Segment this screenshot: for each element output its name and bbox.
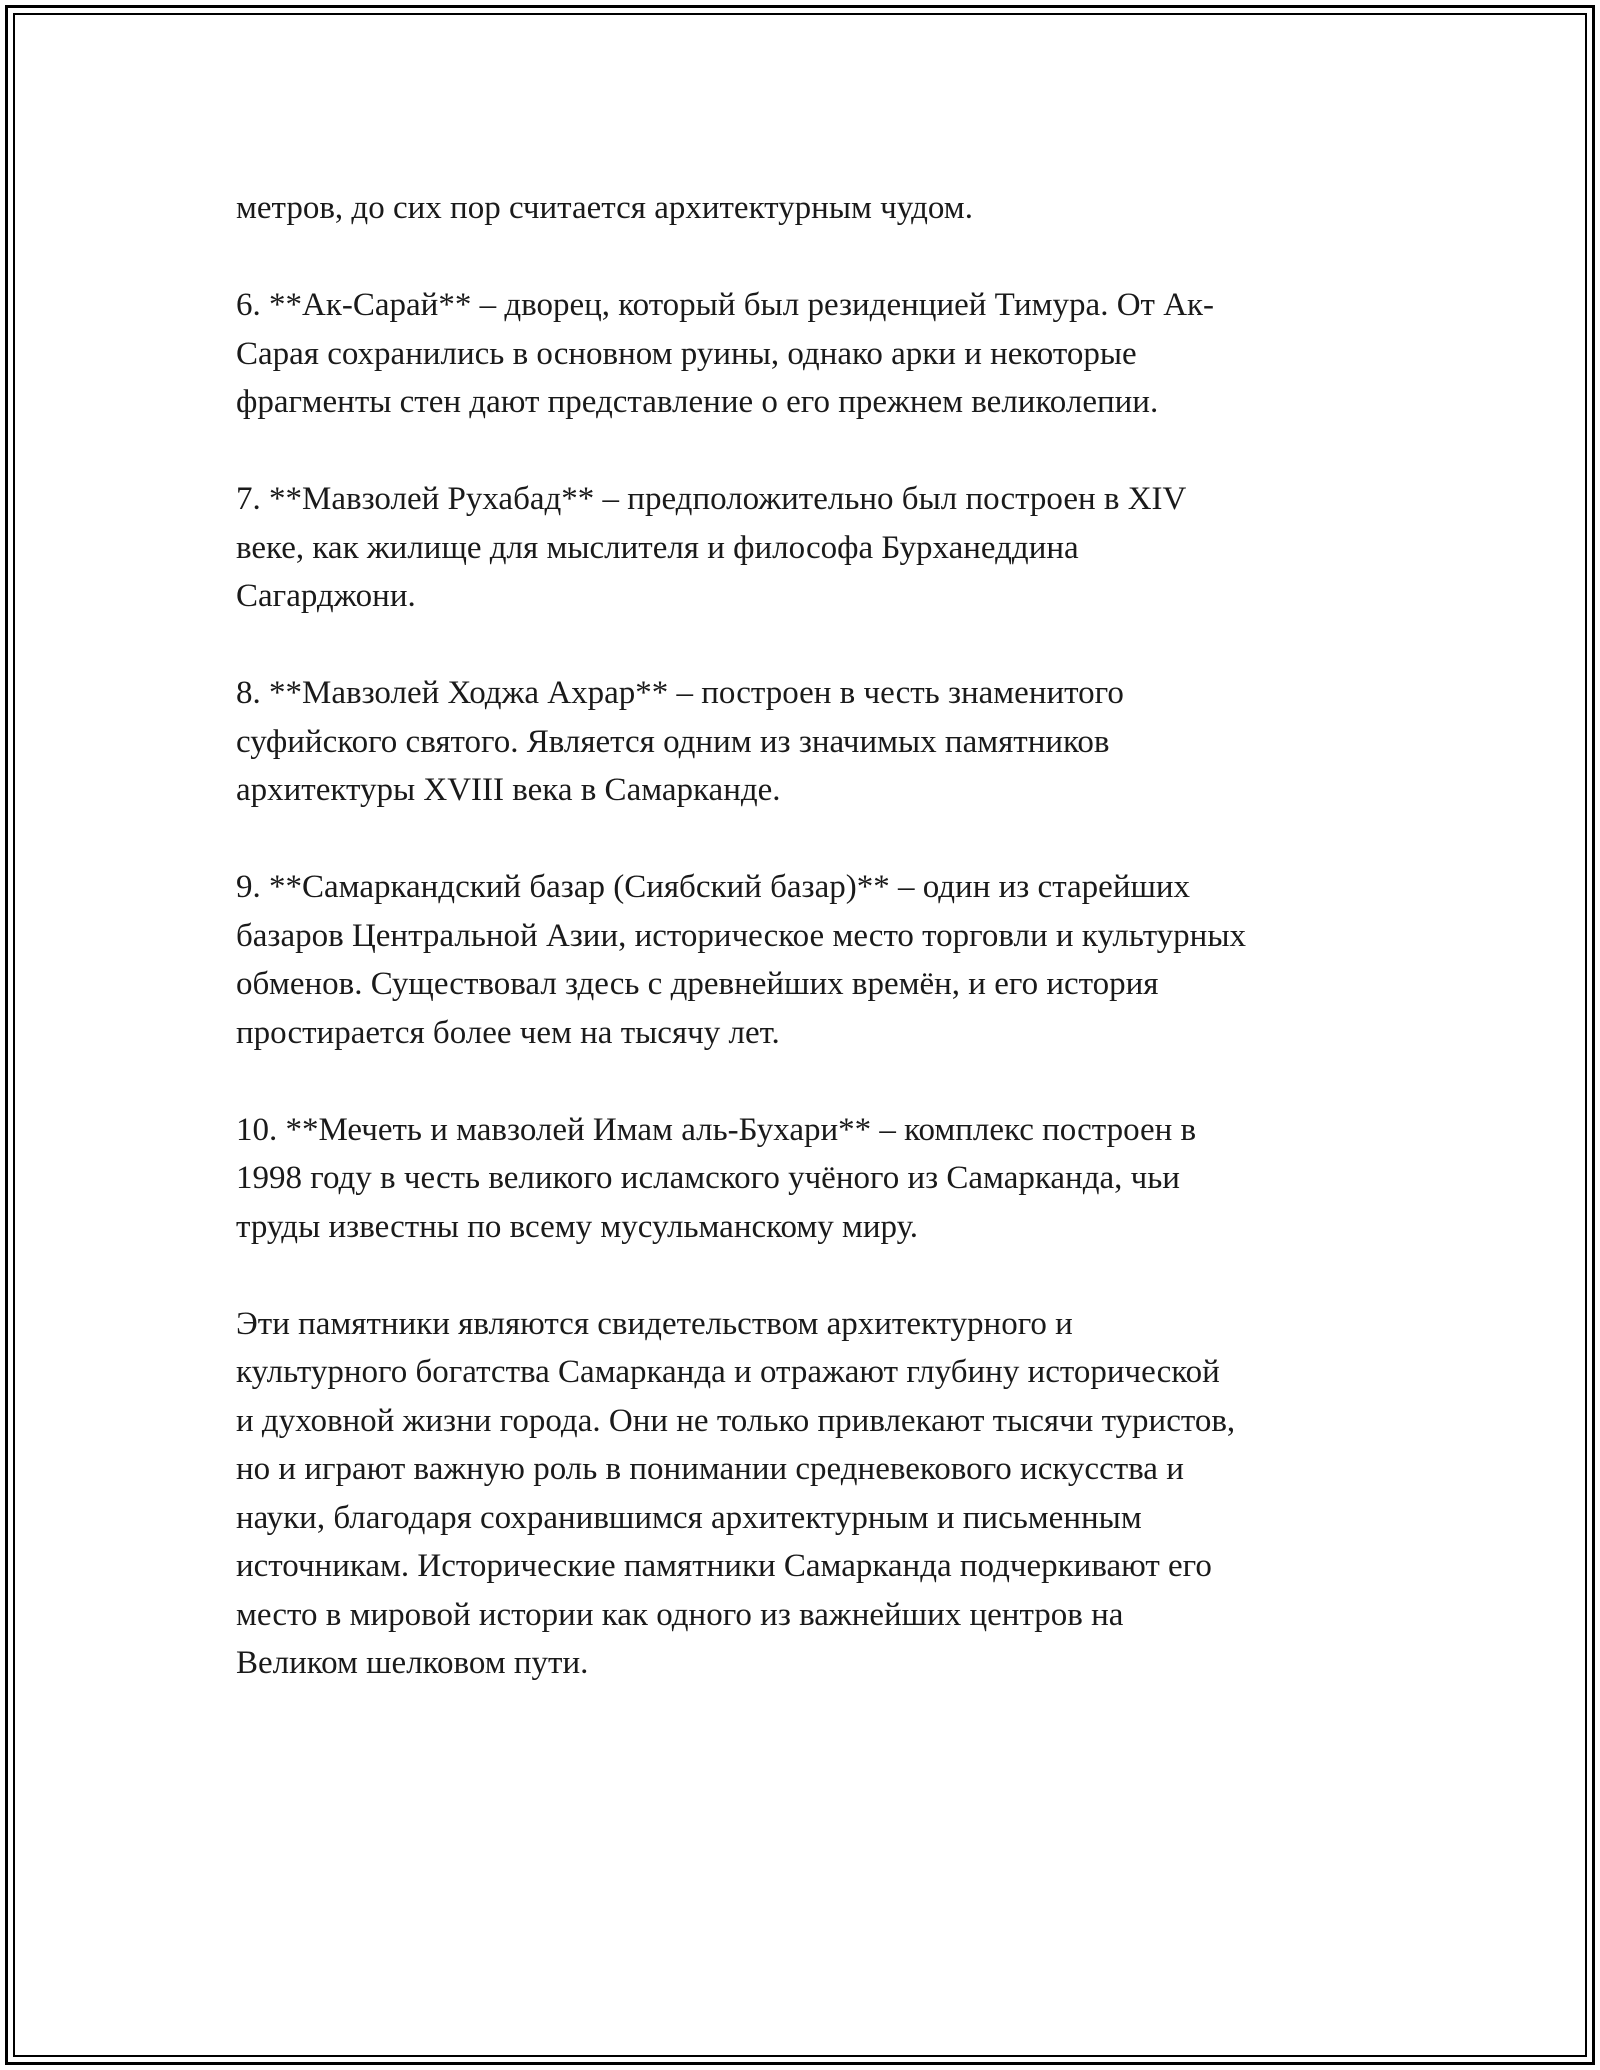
list-item-ak-saray: 6. **Ак-Сарай** – дворец, который был резиденцией Тимура. От Ак- Сарая сохранились в основном руины, однако арки и некоторые фрагменты стен дают представление о его прежнем великолепии. (236, 287, 1215, 420)
document-body (236, 184, 1376, 1736)
list-item-khoja-akhrar: 8. **Мавзолей Ходжа Ахрар** – построен в честь знаменитого суфийского святого. Является одним из значимых памятников архитектуры XVIII века в Самарканде. (236, 675, 1124, 808)
list-item-samarkand-bazaar: 9. **Самаркандский базар (Сиябский базар)** – один из старейших базаров Центральной Азии, историческое место торговли и культурных обменов. Существовал здесь с древнейших времён, и его история простирается более чем на тысячу лет. (236, 869, 1247, 1051)
list-item-rukhabad: 7. **Мавзолей Рухабад** – предположительно был построен в XIV веке, как жилище для мыслителя и философа Бурханеддина Сагарджони. (236, 481, 1187, 614)
list-item-imam-al-bukhari: 10. **Мечеть и мавзолей Имам аль-Бухари** – комплекс построен в 1998 году в честь великого исламского учёного из Самарканда, чьи труды известны по всему мусульманскому миру. (236, 1111, 1197, 1245)
paragraph-conclusion: Эти памятники являются свидетельством архитектурного и культурного богатства Самарканда и отражают глубину исторической и духовной жизни города. Они не только привлекают тысячи туристов, но и играют важную роль в понимании средневекового искусства и науки, благодаря сохранившимся архитектурным и письменным источникам. Исторические памятники Самарканда подчеркивают его место в мировой истории как одного из важнейших центров на Великом шелковом пути. (236, 1305, 1236, 1681)
paragraph-continuation: метров, до сих пор считается архитектурным чудом. (236, 190, 973, 226)
